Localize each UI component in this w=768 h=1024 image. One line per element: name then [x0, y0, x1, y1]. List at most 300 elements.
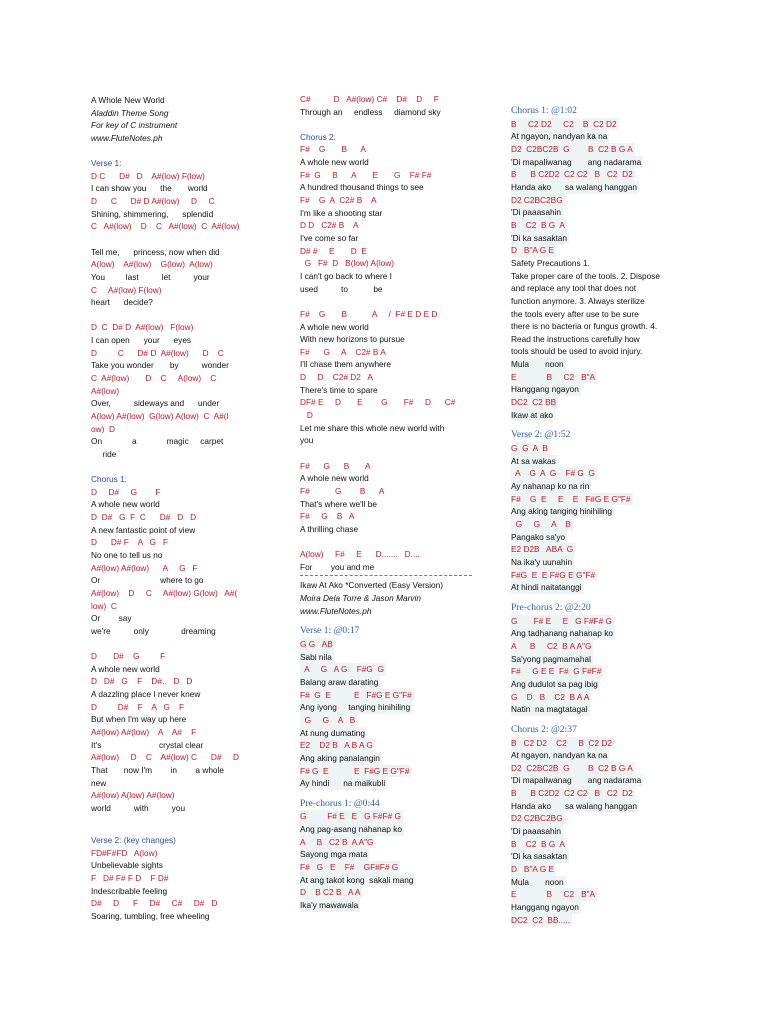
chord-line [300, 810, 472, 823]
lyric-line [300, 156, 472, 169]
lyric-line [300, 651, 472, 664]
chord-text: D D# G F [91, 486, 161, 497]
lyric-text: 'Di mapaliwanag ang nadarama [511, 156, 642, 167]
lyric-text: I've come so far [300, 233, 359, 244]
chord-line [91, 751, 266, 764]
lyric-text: Shining, shimmering, splendid [91, 208, 214, 219]
lyric-line [300, 498, 472, 511]
chord-text: C A#(low) F(low) [91, 284, 162, 295]
spacer [91, 827, 266, 834]
chord-text: A#(low) [91, 385, 120, 396]
chord-text: D# # E D E [300, 245, 367, 256]
lyric-text: Ang dudulot sa pag ibig [511, 678, 598, 689]
lyric-line [511, 850, 686, 863]
chord-line [511, 194, 686, 207]
lyric-text: Ang tadhanang nahanap ko [511, 628, 613, 639]
lyric-line [91, 435, 266, 448]
lyric-line [91, 524, 266, 537]
lyric-text: On a magic carpet [91, 436, 224, 447]
lyric-line [91, 713, 266, 726]
chord-line [511, 640, 686, 653]
lyric-line [91, 271, 266, 284]
lyric-text: Indescribable feeling [91, 885, 168, 896]
plain-text: and replace any tool that does not [511, 283, 637, 294]
lyric-line [511, 480, 686, 493]
lyric-line [511, 774, 686, 787]
chord-line [511, 442, 686, 455]
lyric-text: Mula noon [511, 359, 564, 370]
lyric-text: A whole new world [91, 663, 160, 674]
chord-line [300, 194, 472, 207]
plain-text: the tools every after use to be sure [511, 308, 639, 319]
lyric-text: Pangako sa'yo [511, 531, 566, 542]
text-line [91, 94, 266, 107]
chord-line [511, 569, 686, 582]
section-heading [91, 473, 266, 486]
chord-text: ow) D [91, 423, 115, 434]
lyric-text: 'Di paaasahin [511, 207, 562, 218]
head1-text: Verse 1: [91, 158, 122, 169]
chord-line [300, 765, 472, 778]
lyric-line [91, 663, 266, 676]
head2-text: Chorus 1: @1:02 [511, 105, 577, 116]
chord-line [300, 861, 472, 874]
lyric-text: It's crystal clear [91, 739, 204, 750]
lyric-text: Ang aking tanging hinihiling [511, 506, 613, 517]
chord-line [300, 169, 472, 182]
lyric-text: Or where to go [91, 575, 204, 586]
chord-line [300, 886, 472, 899]
lyric-text: Hanggang ngayon [511, 384, 579, 395]
lyric-text: At ngayon, nandyan ka na [511, 750, 608, 761]
section-heading [511, 601, 686, 615]
lyric-text: Ay hindi na maikubli [300, 778, 386, 789]
lyric-text: Let me share this whole new world with [300, 422, 445, 433]
lyric-text: you [300, 435, 314, 446]
chord-line [300, 485, 472, 498]
section-heading [511, 723, 686, 737]
text-line [511, 270, 686, 283]
plain-text: A Whole New World [91, 95, 165, 105]
spacer [300, 447, 472, 460]
lyric-line [300, 283, 472, 296]
plain-text: Read the instructions carefully how [511, 333, 640, 344]
chord-text: G F# E E G F#F# G [511, 615, 612, 626]
chord-text: B B C2D2 C2 C2 B C2 D2 [511, 169, 633, 180]
chord-text: G G AB [300, 638, 333, 649]
chord-line [300, 663, 472, 676]
lyric-text: we're only dreaming [91, 625, 216, 636]
chord-line [511, 244, 686, 257]
section-heading [91, 834, 266, 847]
chord-text: F#G E E F#G E G"F# [511, 569, 596, 580]
chord-text: F# G A C2# B A [300, 195, 377, 206]
lyric-line [511, 749, 686, 762]
chord-line [300, 219, 472, 232]
lyric-line [511, 653, 686, 666]
lyric-text: You last let your [91, 271, 210, 282]
lyric-line [300, 561, 472, 574]
plain-text: www.FluteNotes.ph [300, 605, 372, 616]
lyric-line [300, 777, 472, 790]
chord-line [300, 510, 472, 523]
chord-line [511, 787, 686, 800]
chord-line [300, 346, 472, 359]
chord-text: DF# E D E G F# D C# [300, 397, 456, 408]
text-line [511, 282, 686, 295]
chord-text: F# G B A E G F# F# [300, 169, 432, 180]
lyric-line [300, 874, 472, 887]
lyric-line [511, 876, 686, 889]
chord-line [511, 888, 686, 901]
spacer [91, 309, 266, 322]
lyric-text: world with you [91, 802, 186, 813]
text-line [300, 592, 472, 605]
chord-line [91, 650, 266, 663]
chord-line [300, 308, 472, 321]
lyric-text: Ang iyong tanging hinihiling [300, 702, 411, 713]
chord-text: B C2 D2 C2 B C2 D2 [511, 118, 617, 129]
lyric-line [91, 688, 266, 701]
lyric-line [511, 383, 686, 396]
lyric-text: But when I'm way up here [91, 714, 187, 725]
section-heading [511, 428, 686, 442]
head2-text: Verse 2: @1:52 [511, 429, 571, 441]
chord-line [511, 518, 686, 531]
chord-line [511, 143, 686, 156]
chord-line [511, 737, 686, 750]
chord-text: D D# G F D#.. D D [91, 676, 193, 687]
lyric-text: new [91, 777, 107, 788]
text-line [511, 257, 686, 270]
chord-line [511, 914, 686, 927]
chord-line [300, 396, 472, 409]
lyric-line [300, 823, 472, 836]
lyric-text: Or say [91, 613, 132, 624]
text-line [511, 333, 686, 346]
chord-line [511, 838, 686, 851]
chord-text: G D B C2 B A A [511, 691, 590, 702]
chord-line [511, 493, 686, 506]
chord-text: A#(low) A(low) A#(low) [91, 790, 175, 801]
lyric-line [300, 727, 472, 740]
lyric-line [300, 321, 472, 334]
lyric-text: A thrilling chase [300, 523, 359, 534]
lyric-line [300, 422, 472, 435]
spacer [300, 790, 472, 797]
lyric-text: Handa ako sa walang hanggan [511, 181, 637, 192]
lyric-line [91, 359, 266, 372]
lyric-text: A whole new world [91, 499, 160, 510]
head2-text: Pre-chorus 2: @2:20 [511, 601, 591, 613]
lyric-line [300, 752, 472, 765]
chord-text: low) C [91, 600, 117, 611]
lyric-line [511, 800, 686, 813]
chord-text: D C D# D A#(low) F(low) [91, 322, 194, 333]
chord-text: DC2 C2 BB..... [511, 914, 571, 925]
lyric-text: 'Di ka sasaktan [511, 851, 567, 862]
chord-text: D D C2# D2 A [300, 372, 373, 383]
lyric-line [91, 885, 266, 898]
chord-line [300, 714, 472, 727]
chord-line [91, 675, 266, 688]
lyric-text: Soaring, tumbling, free wheeling [91, 911, 210, 922]
lyric-text: Ang pag-asang nahanap ko [300, 824, 402, 835]
lyric-text: Ika'y mawawala [300, 900, 359, 911]
column-whole-new-world-part1 [91, 94, 266, 923]
lyric-line [300, 358, 472, 371]
lyric-text: 'Di ka sasaktan [511, 232, 567, 243]
lyric-text: No one to tell us no [91, 550, 163, 560]
lyric-line [91, 777, 266, 790]
chord-text: F# G E E E F#G E G"F# [511, 493, 631, 504]
chord-line [511, 219, 686, 232]
lyric-text: At ang takot kong sakali mang [300, 874, 414, 885]
lyric-line [300, 207, 472, 220]
chord-line [511, 543, 686, 556]
chord-text: F# G A C2# B A [300, 346, 386, 357]
chord-text: A#(low) D C A#(low) G(low) A#( [91, 587, 238, 598]
spacer [91, 815, 266, 828]
chord-text: C# D A#(low) C# D# D F [300, 94, 439, 104]
lyric-line [300, 676, 472, 689]
lyric-line [91, 764, 266, 777]
text-line [91, 119, 266, 132]
lyric-text: I'll chase them anywhere [300, 359, 392, 370]
chord-text: A(low) A#(low) G(low) A(low) C A#(l [91, 410, 229, 421]
chord-line [300, 93, 472, 106]
spacer [511, 716, 686, 723]
lyric-line [511, 206, 686, 219]
chord-text: D B"A G E [511, 864, 555, 875]
head2-text: Chorus 2: @2:37 [511, 723, 577, 735]
chord-line [91, 170, 266, 183]
lyric-line [91, 612, 266, 625]
chord-line [511, 762, 686, 775]
lyric-line [91, 182, 266, 195]
chord-text: F# G B A [300, 511, 355, 522]
chord-text: C A#(low) D C A#(low) C A#(low) [91, 221, 240, 232]
lyric-line [511, 130, 686, 143]
chord-text: F# G E E F#G E G"F# [300, 689, 412, 700]
lyric-line [511, 409, 686, 422]
chord-text: A#(low) A#(low) A G F [91, 562, 198, 573]
plain-text: function anymore. 3. Always sterilize [511, 295, 645, 306]
chord-line [511, 396, 686, 409]
lyric-text: I can show you the world [91, 183, 208, 194]
chord-text: G F# E E G F#F# G [300, 811, 401, 822]
lyric-text: Sa'yong pagmamahal [511, 653, 591, 664]
chord-text: A(low) F# E D....... D.... [300, 549, 420, 559]
lyric-line [511, 156, 686, 169]
chord-text: E B C2 B"A [511, 889, 596, 900]
lyric-text: Na ika'y uunahin [511, 556, 573, 567]
chord-line [91, 410, 266, 423]
chord-text: A#(low) D C A#(low) C D# D [91, 752, 239, 763]
lyric-line [300, 899, 472, 912]
lyric-text: Balang araw darating [300, 676, 379, 687]
lyric-line [300, 434, 472, 447]
chord-text: D C D# D A#(low) F(low) [91, 170, 205, 181]
chord-line [511, 467, 686, 480]
text-line [91, 107, 266, 120]
spacer [300, 118, 472, 131]
chord-text: E B C2 B"A [511, 371, 596, 382]
lyric-line [300, 106, 472, 119]
lyric-text: 'Di paaasahin [511, 826, 562, 837]
chord-line [300, 836, 472, 849]
lyric-line [91, 739, 266, 752]
chord-text: D B C2 B A A [300, 887, 361, 898]
chord-line [91, 897, 266, 910]
chord-text: E2 D2B ABA G [511, 544, 574, 555]
lyric-line [91, 802, 266, 815]
text-line [511, 320, 686, 333]
lyric-text: At ngayon, nandyan ka na [511, 131, 608, 142]
lyric-text: A whole new world [300, 473, 369, 484]
chord-text: A(low) A#(low) G(low) A(low) [91, 259, 213, 270]
chord-text: F# G E F# GF#F# G [300, 862, 399, 873]
lyric-line [91, 859, 266, 872]
text-line [511, 345, 686, 358]
lyric-text: That's where we'll be [300, 498, 377, 509]
lyric-text: Ay nahanap ko na rin [511, 481, 590, 492]
chord-text: G G A B [511, 519, 571, 529]
chord-line [91, 726, 266, 739]
chord-line [91, 385, 266, 398]
chord-text: F# G B A [300, 485, 385, 496]
lyric-text: A hundred thousand things to see [300, 182, 424, 193]
chord-text: D C D# D A#(low) D C [91, 347, 224, 358]
chord-text: F D# F# F D F D# [91, 873, 169, 884]
lyric-line [511, 901, 686, 914]
text-line [300, 579, 472, 592]
lyric-line [511, 627, 686, 640]
lyric-text: A dazzling place I never knew [91, 689, 201, 700]
chord-text: B C2 D2 C2 B C2 D2 [511, 737, 612, 748]
chord-text: G F# D B(low) A(low) [300, 258, 395, 269]
section-heading [300, 797, 472, 811]
lyric-line [300, 333, 472, 346]
chord-line [91, 587, 266, 600]
chord-text: A G A G F#G G [300, 664, 384, 675]
chord-text: B C2 B G A [511, 219, 565, 230]
plain-text: Moira Dela Torre & Jason Marvin [300, 592, 421, 603]
chord-text: F# G E E F# G F#F# [511, 666, 602, 677]
spacer [300, 295, 472, 308]
lyric-line [300, 232, 472, 245]
chord-line [91, 258, 266, 271]
chord-line [91, 195, 266, 208]
chord-line [511, 691, 686, 704]
section-divider [300, 575, 472, 576]
chord-text: D D# F A G F [91, 701, 185, 712]
lyric-text: That now I'm in a whole [91, 765, 225, 775]
lyric-text: ride [91, 448, 117, 459]
chord-line [91, 321, 266, 334]
chord-text: A#(low) A#(low) A A# F [91, 727, 197, 738]
chord-line [511, 118, 686, 131]
chord-text: D [300, 410, 313, 421]
chord-text: G G A B [511, 443, 548, 454]
lyric-text: For you and me [300, 561, 375, 572]
lyric-line [300, 848, 472, 861]
head2-text: Verse 1: @0:17 [300, 625, 360, 637]
plain-text: tools should be used to avoid injury. [511, 346, 643, 357]
spacer [91, 145, 266, 158]
lyric-text: I'm like a shooting star [300, 207, 383, 218]
lyric-text: Sabi nila [300, 651, 332, 662]
plain-text: there is no bacteria or fungus growth. 4. [511, 321, 658, 332]
plain-text: Take proper care of the tools. 2. Dispose [511, 270, 660, 281]
chord-text: A B C2 B A A"G [511, 640, 592, 651]
lyric-line [91, 910, 266, 923]
lyric-line [300, 472, 472, 485]
plain-text: Aladdin Theme Song [91, 107, 169, 118]
chord-text: F# G E E F#G E G"F# [300, 765, 410, 776]
chord-text: DC2 C2 BB [511, 397, 557, 408]
chord-text: A B C2 B A A"G [300, 836, 374, 847]
chord-line [511, 863, 686, 876]
spacer [300, 617, 472, 624]
lyric-line [511, 505, 686, 518]
chord-line [91, 220, 266, 233]
lyric-text: used to be [300, 283, 383, 294]
chord-line [91, 284, 266, 297]
text-line [300, 605, 472, 618]
lyric-line [511, 455, 686, 468]
column-ikaw-at-ako-part2 [511, 104, 686, 926]
chord-text: F# G B A [300, 144, 366, 155]
lyric-line [91, 625, 266, 638]
chord-text: B C2 B G A [511, 838, 565, 849]
lyric-line [511, 678, 686, 691]
chord-line [91, 372, 266, 385]
chord-line [300, 371, 472, 384]
lyric-line [300, 181, 472, 194]
lyric-line [511, 825, 686, 838]
lyric-line [91, 498, 266, 511]
section-heading [511, 104, 686, 118]
lyric-text: With new horizons to pursue [300, 334, 405, 345]
chord-line [91, 872, 266, 885]
chord-text: E2 D2 B A B A G [300, 740, 373, 751]
chord-line [300, 689, 472, 702]
chord-line [91, 847, 266, 860]
head1-text: Verse 2: (key changes) [91, 835, 176, 846]
spacer [300, 536, 472, 549]
chord-text: A G A G F# G G [511, 468, 595, 479]
lyric-text: Handa ako sa walang hanggan [511, 800, 637, 811]
chord-line [91, 347, 266, 360]
lyric-line [91, 208, 266, 221]
lyric-text: There's time to spare [300, 384, 378, 395]
chord-text: F# G B A / F# E D E D [300, 308, 438, 319]
chord-text: D B"A G E [511, 245, 555, 256]
plain-text: Ikaw At Ako *Converted (Easy Version) [300, 580, 443, 591]
lyric-line [91, 397, 266, 410]
chord-line [91, 562, 266, 575]
lyric-line [91, 549, 266, 562]
head1-text: Chorus 2: [300, 131, 336, 142]
chord-line [91, 789, 266, 802]
lyric-text: Take you wonder by wonder [91, 360, 229, 371]
text-line [91, 132, 266, 145]
chord-text: D D C2# B A [300, 220, 359, 231]
lyric-line [91, 448, 266, 461]
head1-text: Chorus 1: [91, 474, 127, 485]
chord-text: FD#F#FD A(low) [91, 847, 158, 858]
